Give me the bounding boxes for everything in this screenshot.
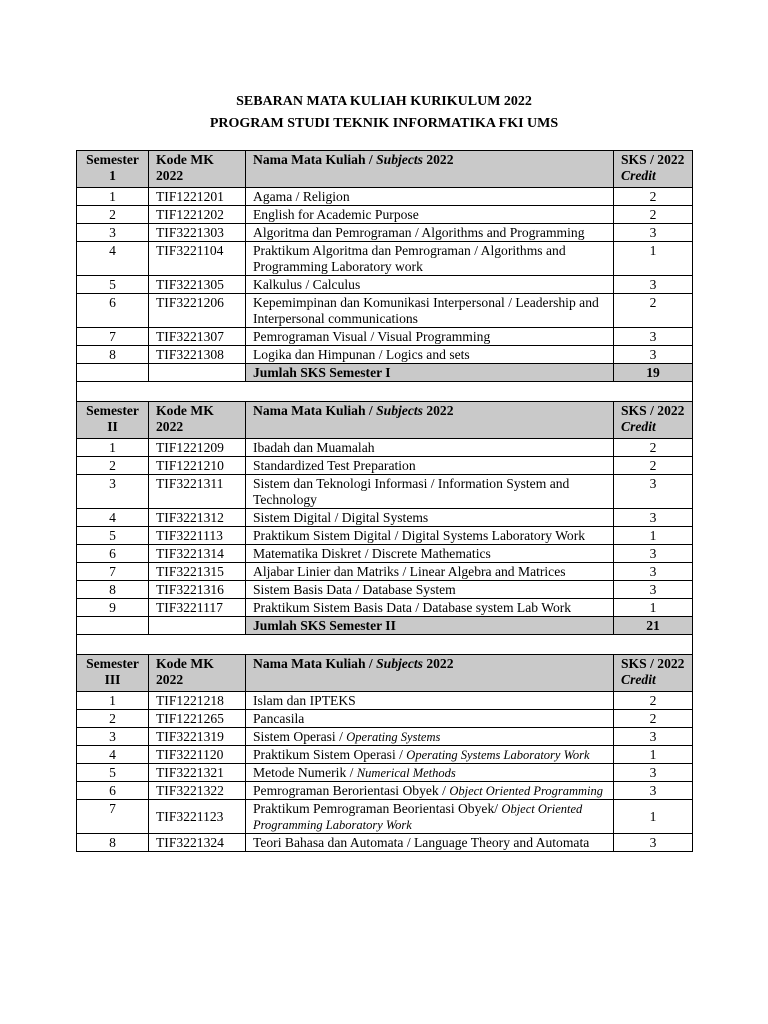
course-name: Pemrograman Visual / Visual Programming	[246, 328, 614, 346]
course-row	[77, 834, 693, 852]
code-header: Kode MK 2022	[149, 402, 246, 439]
course-code: TIF3221303	[149, 224, 246, 242]
course-code: TIF1221265	[149, 710, 246, 728]
course-credit: 3	[614, 509, 693, 527]
course-code: TIF3221312	[149, 509, 246, 527]
course-credit: 2	[614, 294, 693, 328]
semester-total-row	[77, 617, 693, 635]
row-number: 8	[77, 581, 149, 599]
course-code: TIF1221218	[149, 692, 246, 710]
subject-header: Nama Mata Kuliah / Subjects 2022	[246, 151, 614, 188]
course-credit: 3	[614, 475, 693, 509]
row-number: 5	[77, 276, 149, 294]
code-header: Kode MK 2022	[149, 151, 246, 188]
subject-header: Nama Mata Kuliah / Subjects 2022	[246, 655, 614, 692]
course-credit: 1	[614, 800, 693, 834]
course-credit: 2	[614, 692, 693, 710]
course-name: Praktikum Algoritma dan Pemrograman / Algorithms and Programming Laboratory work	[246, 242, 614, 276]
row-number: 5	[77, 527, 149, 545]
row-number: 2	[77, 206, 149, 224]
course-name: Sistem Operasi / Operating Systems	[246, 728, 614, 746]
course-row	[77, 276, 693, 294]
row-number: 2	[77, 710, 149, 728]
spacer-row	[77, 635, 693, 655]
document-subtitle: PROGRAM STUDI TEKNIK INFORMATIKA FKI UMS	[209, 116, 559, 131]
course-name: Kalkulus / Calculus	[246, 276, 614, 294]
course-row	[77, 224, 693, 242]
semester-label: Semester II	[77, 402, 149, 439]
course-code: TIF3221123	[149, 800, 246, 834]
course-row	[77, 475, 693, 509]
row-number: 7	[77, 563, 149, 581]
course-row	[77, 457, 693, 475]
row-number: 1	[77, 188, 149, 206]
course-name: Metode Numerik / Numerical Methods	[246, 764, 614, 782]
course-row	[77, 328, 693, 346]
course-row	[77, 728, 693, 746]
total-label: Jumlah SKS Semester II	[246, 617, 614, 635]
course-code: TIF3221206	[149, 294, 246, 328]
row-number: 4	[77, 509, 149, 527]
course-credit: 3	[614, 224, 693, 242]
course-row	[77, 206, 693, 224]
course-name: Islam dan IPTEKS	[246, 692, 614, 710]
course-name: Sistem dan Teknologi Informasi / Information System and Technology	[246, 475, 614, 509]
course-credit: 2	[614, 457, 693, 475]
course-name: Praktikum Pemrograman Beorientasi Obyek/ Object Oriented Programming Laboratory Work	[246, 800, 614, 834]
course-code: TIF3221305	[149, 276, 246, 294]
course-row	[77, 294, 693, 328]
course-row	[77, 746, 693, 764]
row-number: 1	[77, 692, 149, 710]
course-credit: 2	[614, 439, 693, 457]
row-number: 7	[77, 800, 149, 834]
course-credit: 1	[614, 242, 693, 276]
course-credit: 3	[614, 782, 693, 800]
course-name: English for Academic Purpose	[246, 206, 614, 224]
course-name: Sistem Basis Data / Database System	[246, 581, 614, 599]
semester-header-row	[77, 655, 693, 692]
row-number: 2	[77, 457, 149, 475]
course-credit: 3	[614, 764, 693, 782]
course-credit: 3	[614, 328, 693, 346]
course-name: Agama / Religion	[246, 188, 614, 206]
row-number: 3	[77, 475, 149, 509]
semester-label: Semester III	[77, 655, 149, 692]
course-credit: 1	[614, 599, 693, 617]
course-code: TIF3221322	[149, 782, 246, 800]
course-row	[77, 782, 693, 800]
row-number: 6	[77, 782, 149, 800]
row-number: 3	[77, 728, 149, 746]
course-row	[77, 800, 693, 834]
semester-label: Semester 1	[77, 151, 149, 188]
row-number: 7	[77, 328, 149, 346]
course-row	[77, 545, 693, 563]
course-credit: 1	[614, 527, 693, 545]
course-name: Praktikum Sistem Operasi / Operating Systems Laboratory Work	[246, 746, 614, 764]
course-code: TIF3221307	[149, 328, 246, 346]
row-number: 6	[77, 294, 149, 328]
credit-header: SKS / 2022 Credit	[614, 402, 693, 439]
row-number: 6	[77, 545, 149, 563]
course-code: TIF1221209	[149, 439, 246, 457]
course-credit: 2	[614, 188, 693, 206]
row-number: 8	[77, 346, 149, 364]
course-row	[77, 346, 693, 364]
semester-header-row	[77, 151, 693, 188]
course-code: TIF3221316	[149, 581, 246, 599]
code-header: Kode MK 2022	[149, 655, 246, 692]
course-code: TIF3221324	[149, 834, 246, 852]
semester-header-row	[77, 402, 693, 439]
course-name: Algoritma dan Pemrograman / Algorithms and Programming	[246, 224, 614, 242]
course-credit: 3	[614, 346, 693, 364]
row-number: 4	[77, 242, 149, 276]
course-name: Pemrograman Berorientasi Obyek / Object Oriented Programming	[246, 782, 614, 800]
row-number: 4	[77, 746, 149, 764]
course-code: TIF3221319	[149, 728, 246, 746]
course-row	[77, 599, 693, 617]
subject-header: Nama Mata Kuliah / Subjects 2022	[246, 402, 614, 439]
course-name: Kepemimpinan dan Komunikasi Interpersonal / Leadership and Interpersonal communications	[246, 294, 614, 328]
course-name: Praktikum Sistem Digital / Digital Systems Laboratory Work	[246, 527, 614, 545]
total-label: Jumlah SKS Semester I	[246, 364, 614, 382]
course-name: Teori Bahasa dan Automata / Language Theory and Automata	[246, 834, 614, 852]
course-credit: 3	[614, 563, 693, 581]
course-code: TIF3221113	[149, 527, 246, 545]
course-code: TIF3221314	[149, 545, 246, 563]
total-credit: 19	[614, 364, 693, 382]
course-row	[77, 692, 693, 710]
course-code: TIF3221104	[149, 242, 246, 276]
course-row	[77, 242, 693, 276]
course-credit: 2	[614, 206, 693, 224]
course-credit: 3	[614, 276, 693, 294]
course-name: Pancasila	[246, 710, 614, 728]
course-name: Praktikum Sistem Basis Data / Database system Lab Work	[246, 599, 614, 617]
course-code: TIF3221308	[149, 346, 246, 364]
row-number: 8	[77, 834, 149, 852]
credit-header: SKS / 2022 Credit	[614, 151, 693, 188]
semester-total-row	[77, 364, 693, 382]
course-credit: 1	[614, 746, 693, 764]
course-row	[77, 563, 693, 581]
document-title: SEBARAN MATA KULIAH KURIKULUM 2022	[236, 94, 532, 109]
course-row	[77, 764, 693, 782]
course-row	[77, 188, 693, 206]
course-credit: 3	[614, 728, 693, 746]
row-number: 1	[77, 439, 149, 457]
spacer-row	[77, 382, 693, 402]
row-number: 3	[77, 224, 149, 242]
course-name: Standardized Test Preparation	[246, 457, 614, 475]
total-credit: 21	[614, 617, 693, 635]
curriculum-table	[76, 150, 693, 852]
course-name: Matematika Diskret / Discrete Mathematics	[246, 545, 614, 563]
course-name: Sistem Digital / Digital Systems	[246, 509, 614, 527]
course-code: TIF3221120	[149, 746, 246, 764]
course-name: Aljabar Linier dan Matriks / Linear Algebra and Matrices	[246, 563, 614, 581]
row-number: 9	[77, 599, 149, 617]
course-credit: 2	[614, 710, 693, 728]
course-row	[77, 710, 693, 728]
course-row	[77, 581, 693, 599]
course-credit: 3	[614, 545, 693, 563]
course-code: TIF3221321	[149, 764, 246, 782]
credit-header: SKS / 2022 Credit	[614, 655, 693, 692]
row-number: 5	[77, 764, 149, 782]
course-code: TIF3221315	[149, 563, 246, 581]
course-row	[77, 509, 693, 527]
course-row	[77, 527, 693, 545]
course-credit: 3	[614, 834, 693, 852]
course-code: TIF3221117	[149, 599, 246, 617]
course-code: TIF1221210	[149, 457, 246, 475]
course-name: Ibadah dan Muamalah	[246, 439, 614, 457]
course-code: TIF3221311	[149, 475, 246, 509]
course-code: TIF1221201	[149, 188, 246, 206]
course-name: Logika dan Himpunan / Logics and sets	[246, 346, 614, 364]
course-credit: 3	[614, 581, 693, 599]
course-row	[77, 439, 693, 457]
course-code: TIF1221202	[149, 206, 246, 224]
